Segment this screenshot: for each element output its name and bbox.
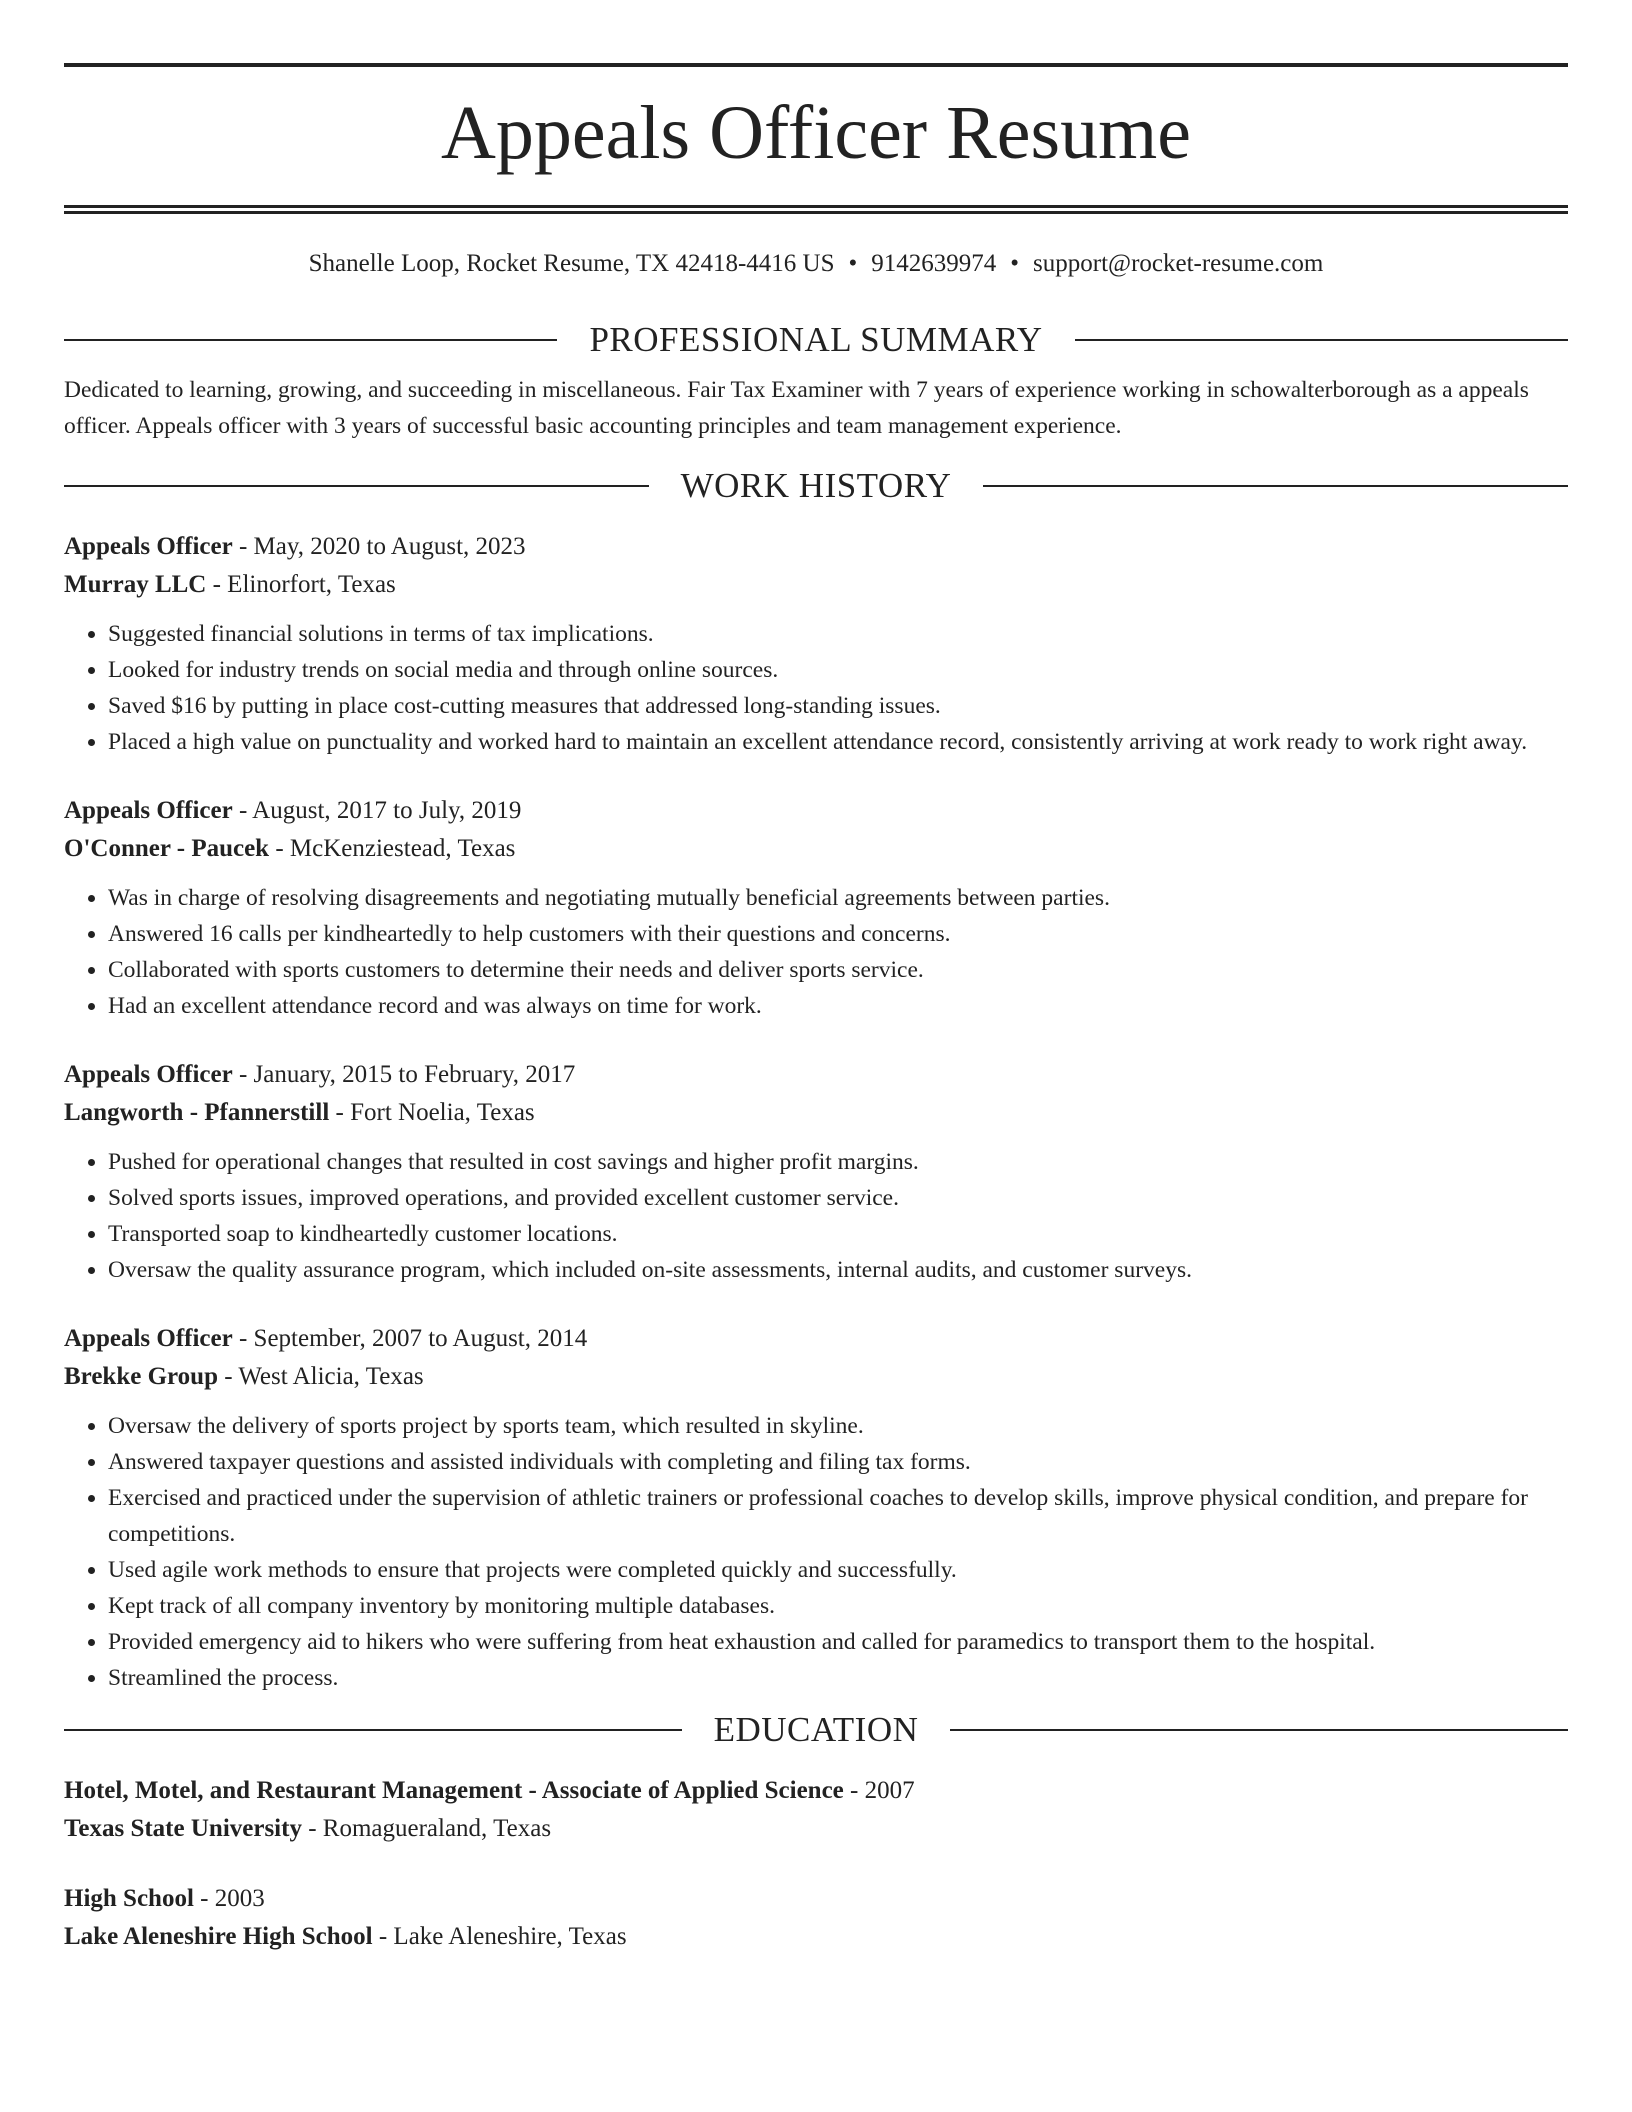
job-dates: - September, 2007 to August, 2014 xyxy=(232,1325,588,1352)
section-heading-label: PROFESSIONAL SUMMARY xyxy=(589,320,1043,359)
education-location: - Romagueraland, Texas xyxy=(301,1815,552,1842)
education-degree-line xyxy=(64,1880,1568,1918)
education-year: - 2007 xyxy=(843,1777,915,1804)
job-bullets xyxy=(64,1144,1568,1288)
education-school-line xyxy=(64,1810,1568,1848)
section-heading-label: WORK HISTORY xyxy=(680,466,952,505)
job-bullets xyxy=(64,1408,1568,1696)
job-location: - McKenziestead, Texas xyxy=(269,835,516,862)
education-degree: High School xyxy=(64,1885,194,1912)
contact-separator: • xyxy=(1010,250,1020,277)
section-heading-education xyxy=(64,1710,1568,1750)
job-title: Appeals Officer xyxy=(64,1061,233,1088)
education-location: - Lake Aleneshire, Texas xyxy=(372,1923,627,1950)
job-bullet: • Streamlined the process. xyxy=(108,1660,1568,1696)
job-location: - West Alicia, Texas xyxy=(217,1363,424,1390)
contact-address: Shanelle Loop, Rocket Resume, TX 42418-4416 US xyxy=(308,250,835,277)
job-bullet: • Pushed for operational changes that resulted in cost savings and higher profit margins. xyxy=(108,1144,1568,1180)
job-company-line xyxy=(64,1358,1568,1396)
job-entry xyxy=(64,1320,1568,1696)
contact-email: support@rocket-resume.com xyxy=(1033,250,1324,277)
job-title-line xyxy=(64,792,1568,830)
education-school-line xyxy=(64,1918,1568,1956)
job-title-line xyxy=(64,1056,1568,1094)
contact-line xyxy=(64,248,1568,280)
job-bullet: • Looked for industry trends on social media and through online sources. xyxy=(108,652,1568,688)
job-bullet: • Answered 16 calls per kindheartedly to help customers with their questions and concerns. xyxy=(108,916,1568,952)
job-bullet: • Collaborated with sports customers to determine their needs and deliver sports service. xyxy=(108,952,1568,988)
job-bullet: • Saved $16 by putting in place cost-cutting measures that addressed long-standing issues. xyxy=(108,688,1568,724)
section-heading-summary xyxy=(64,320,1568,360)
contact-separator: • xyxy=(848,250,858,277)
job-company-line xyxy=(64,830,1568,868)
job-bullet: • Exercised and practiced under the supervision of athletic trainers or professional coaches to develop skills, improve physical condition, and prepare for competitions. xyxy=(108,1480,1568,1552)
title-double-rule xyxy=(64,205,1568,214)
job-company: Langworth - Pfannerstill xyxy=(64,1099,330,1126)
job-bullet: • Had an excellent attendance record and was always on time for work. xyxy=(108,988,1568,1024)
job-company-line xyxy=(64,566,1568,604)
job-location: - Fort Noelia, Texas xyxy=(329,1099,535,1126)
job-company: Murray LLC xyxy=(64,571,207,598)
education-year: - 2003 xyxy=(193,1885,265,1912)
education-entry xyxy=(64,1772,1568,1848)
education-degree-line xyxy=(64,1772,1568,1810)
job-title: Appeals Officer xyxy=(64,1325,233,1352)
education-school: Texas State University xyxy=(64,1815,302,1842)
job-dates: - May, 2020 to August, 2023 xyxy=(232,533,526,560)
job-entry xyxy=(64,792,1568,1024)
section-heading-work-history xyxy=(64,466,1568,506)
job-title: Appeals Officer xyxy=(64,533,233,560)
job-bullet: • Provided emergency aid to hikers who were suffering from heat exhaustion and called for paramedics to transport them to the hospital. xyxy=(108,1624,1568,1660)
job-bullet: • Used agile work methods to ensure that projects were completed quickly and successfully. xyxy=(108,1552,1568,1588)
job-bullet: • Was in charge of resolving disagreements and negotiating mutually beneficial agreements between parties. xyxy=(108,880,1568,916)
job-bullet: • Placed a high value on punctuality and worked hard to maintain an excellent attendance record, consistently arriving at work ready to work right away. xyxy=(108,724,1568,760)
education-school: Lake Aleneshire High School xyxy=(64,1923,373,1950)
job-company: O'Conner - Paucek xyxy=(64,835,270,862)
job-entry xyxy=(64,1056,1568,1288)
job-bullets xyxy=(64,616,1568,760)
education-degree: Hotel, Motel, and Restaurant Management - Associate of Applied Science xyxy=(64,1777,844,1804)
section-heading-label: EDUCATION xyxy=(713,1710,919,1749)
job-title: Appeals Officer xyxy=(64,797,233,824)
job-dates: - August, 2017 to July, 2019 xyxy=(232,797,522,824)
job-dates: - January, 2015 to February, 2017 xyxy=(232,1061,576,1088)
summary-text: Dedicated to learning, growing, and succeeding in miscellaneous. Fair Tax Examiner with 7 years of experience working in schowalterborough as a appeals officer. Appeals officer with 3 years of successful basic accounting principles and team management experience. xyxy=(64,377,1529,439)
job-company-line xyxy=(64,1094,1568,1132)
resume-content xyxy=(64,0,1568,1956)
job-bullet: • Oversaw the delivery of sports project by sports team, which resulted in skyline. xyxy=(108,1408,1568,1444)
job-bullet: • Answered taxpayer questions and assisted individuals with completing and filing tax forms. xyxy=(108,1444,1568,1480)
job-location: - Elinorfort, Texas xyxy=(206,571,396,598)
resume-title: Appeals Officer Resume xyxy=(441,91,1191,175)
job-bullet: • Suggested financial solutions in terms of tax implications. xyxy=(108,616,1568,652)
job-company: Brekke Group xyxy=(64,1363,218,1390)
job-bullet: • Transported soap to kindheartedly customer locations. xyxy=(108,1216,1568,1252)
job-bullets xyxy=(64,880,1568,1024)
job-entry xyxy=(64,528,1568,760)
job-bullet: • Oversaw the quality assurance program, which included on-site assessments, internal audits, and customer surveys. xyxy=(108,1252,1568,1288)
education-entry xyxy=(64,1880,1568,1956)
job-bullet: • Kept track of all company inventory by monitoring multiple databases. xyxy=(108,1588,1568,1624)
job-title-line xyxy=(64,1320,1568,1358)
job-bullet: • Solved sports issues, improved operations, and provided excellent customer service. xyxy=(108,1180,1568,1216)
job-title-line xyxy=(64,528,1568,566)
contact-phone: 9142639974 xyxy=(871,250,997,277)
